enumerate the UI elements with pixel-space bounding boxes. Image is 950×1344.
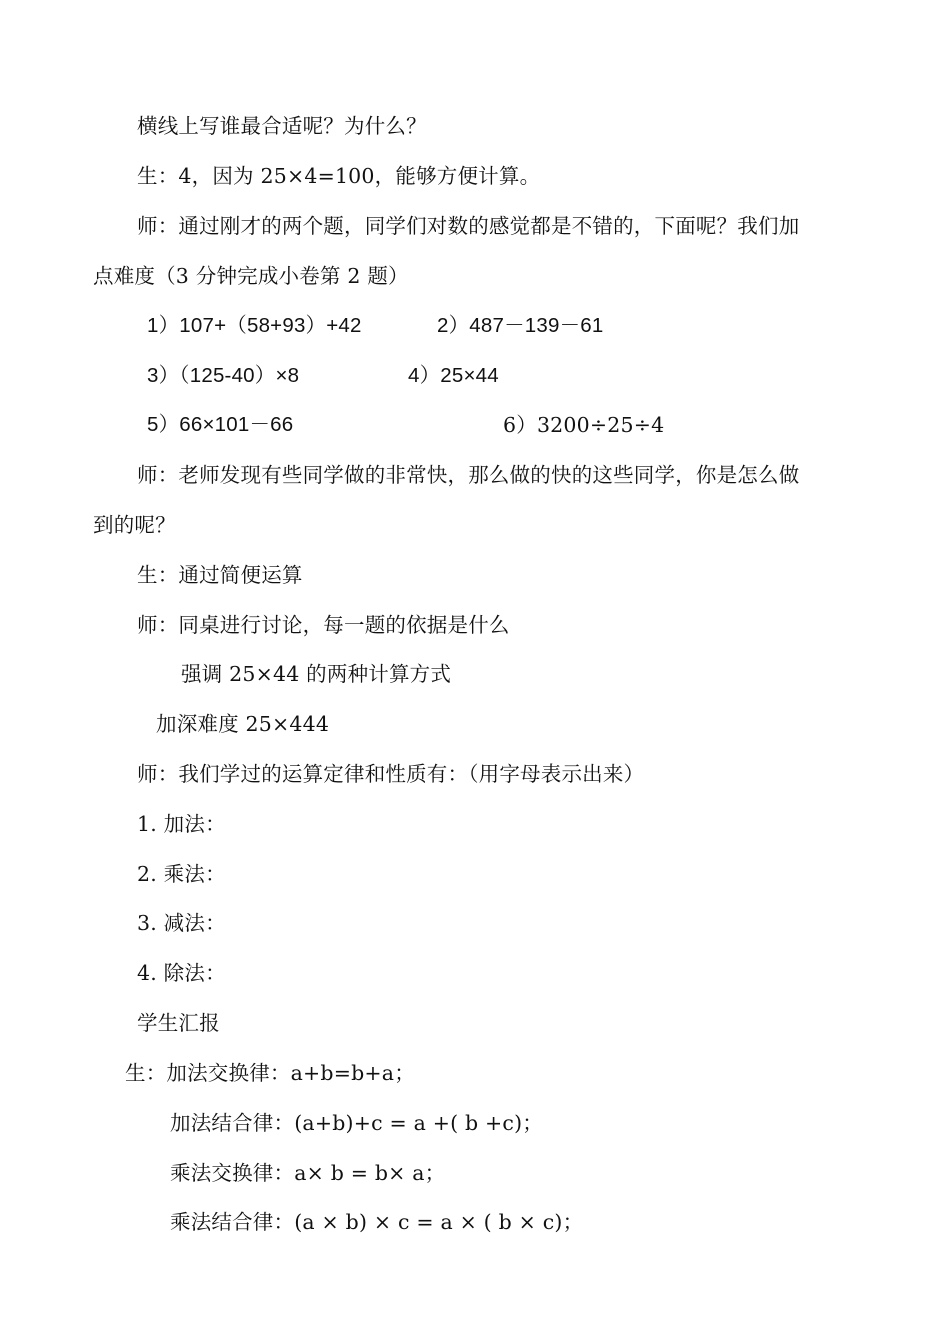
- law-mul-commutative: 乘法交换律：a× b = b× a；: [170, 1161, 446, 1185]
- laws-item-add: 1. 加法：: [137, 812, 226, 836]
- exercise-1: 1）107+（58+93）+42: [147, 314, 362, 337]
- laws-item-sub: 3. 减法：: [137, 911, 226, 935]
- student-simple-line: 生：通过简便运算: [137, 563, 303, 587]
- emphasis-line: 强调 25×44 的两种计算方式: [181, 662, 452, 686]
- teacher-line-1: 师：通过刚才的两个题，同学们对数的感觉都是不错的，下面呢？我们加: [137, 214, 800, 238]
- deepen-line: 加深难度 25×444: [156, 712, 330, 736]
- teacher-fast-line-2: 到的呢？: [93, 513, 176, 537]
- student-answer-line: 生：4，因为 25×4=100，能够方便计算。: [137, 164, 541, 188]
- question-line: 横线上写谁最合适呢？为什么？: [137, 114, 427, 138]
- laws-intro-line: 师：我们学过的运算定律和性质有：（用字母表示出来）: [137, 762, 645, 786]
- exercise-5: 5）66×101－66: [147, 413, 294, 436]
- laws-item-mul: 2. 乘法：: [137, 862, 226, 886]
- laws-item-div: 4. 除法：: [137, 961, 226, 985]
- law-mul-associative: 乘法结合律：(a × b) × c = a × ( b × c)；: [170, 1210, 584, 1234]
- exercise-2: 2）487－139－61: [437, 314, 604, 337]
- exercise-6: 6）3200÷25÷4: [503, 413, 665, 437]
- teacher-line-2: 点难度（3 分钟完成小卷第 2 题）: [93, 264, 409, 288]
- exercise-4: 4）25×44: [408, 364, 499, 387]
- teacher-discuss-line: 师：同桌进行讨论，每一题的依据是什么: [137, 613, 510, 637]
- exercise-3: 3）（125-40）×8: [147, 364, 300, 387]
- student-report-line: 学生汇报: [137, 1011, 220, 1035]
- law-add-associative: 加法结合律：(a+b)+c = a +( b +c)；: [170, 1111, 544, 1135]
- teacher-fast-line-1: 师：老师发现有些同学做的非常快，那么做的快的这些同学，你是怎么做: [137, 463, 800, 487]
- law-add-commutative: 生：加法交换律：a+b=b+a；: [125, 1061, 415, 1085]
